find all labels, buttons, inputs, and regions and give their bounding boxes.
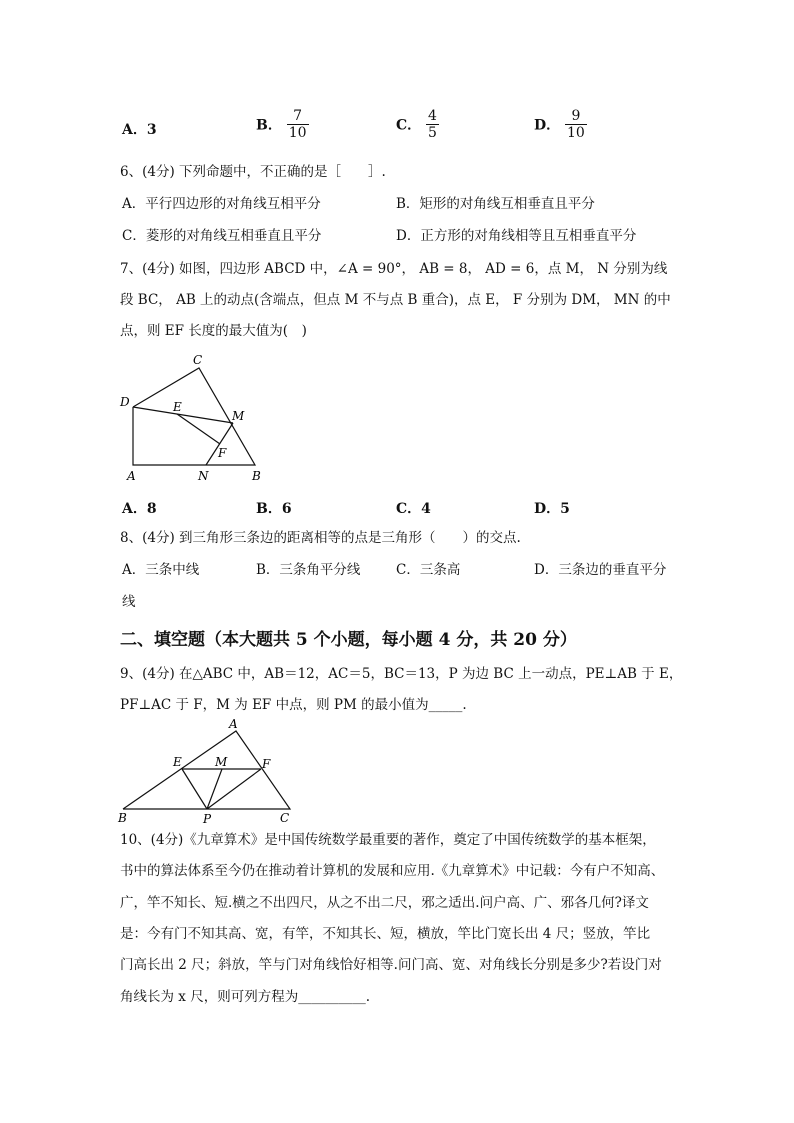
q5-option-c: C． $\frac{4}{5}$ [396,108,437,141]
q7-label-a: A [127,469,136,483]
q8-option-a: A．三条中线 [122,562,200,578]
q9-label-e: E [173,755,182,769]
q9-figure [112,715,302,825]
q7-label-n: N [198,469,209,483]
q10-line-3: 广，竿不知长、短.横之不出四尺，从之不出二尺，邪之适出.问户高、广、邪各几何?译文 [120,895,649,911]
q7-stem-line1: 7、(4分) 如图，四边形 ABCD 中，∠A = 90°， AB = 8， AD = 6，点 M， N 分别为线 [120,261,668,277]
q7-figure [110,350,280,485]
q10-line-1: 10、(4分)《九章算术》是中国传统数学最重要的著作，奠定了中国传统数学的基本框架， [120,832,656,848]
q8-option-c: C．三条高 [396,562,461,578]
q9-label-c: C [280,811,290,825]
q8-option-d-wrap: 线 [122,594,136,610]
q7-label-m: M [232,409,245,423]
q7-option-d: D．5 [534,501,570,517]
q9-label-f: F [262,757,271,771]
q8-option-b: B．三条角平分线 [256,562,361,578]
q7-option-c: C．4 [396,501,431,517]
q7-option-b: B．6 [256,501,292,517]
q5-option-b: B． $\frac{7}{10}$ [256,108,307,141]
q9-segment-pe [182,769,207,809]
q7-label-e: E [173,400,182,414]
section-2-title: 二、填空题（本大题共 5 个小题，每小题 4 分，共 20 分） [120,630,577,650]
q6-option-b: B．矩形的对角线互相垂直且平分 [396,196,595,212]
q7-label-b: B [252,469,261,483]
q9-label-m: M [215,755,228,769]
q9-label-p: P [203,812,212,825]
q5-option-d-fraction: $\frac{9}{10}$ [567,108,585,141]
q10-line-2: 书中的算法体系至今仍在推动着计算机的发展和应用.《九章算术》中记载：今有户不知高、 [120,863,665,879]
q9-stem-line2: PF⊥AC 于 F，M 为 EF 中点，则 PM 的最小值为_____. [120,697,467,713]
q6-option-c: C．菱形的对角线互相垂直且平分 [122,228,322,244]
q7-segment-ef [177,414,220,444]
q6-option-d: D．正方形的对角线相等且互相垂直平分 [396,228,637,244]
q5-option-d: D． $\frac{9}{10}$ [534,108,585,141]
q8-stem: 8、(4分) 到三角形三条边的距离相等的点是三角形（ ）的交点. [120,530,521,546]
q5-option-a: A．3 [122,122,157,138]
q7-stem-line2: 段 BC， AB 上的动点(含端点，但点 M 不与点 B 重合)，点 E， F 分别为 DM， MN 的中 [120,292,671,308]
q7-segment-dm [133,407,233,423]
q10-line-5: 门高长出 2 尺；斜放，竿与门对角线恰好相等.问门高、宽、对角线长分别是多少?若设门对 [120,957,662,973]
q7-label-c: C [193,353,203,367]
q9-stem-line1: 9、(4分) 在△ABC 中，AB＝12，AC＝5，BC＝13，P 为边 BC 上一动点，PE⊥AB 于 E， [120,666,683,682]
q7-stem-line3: 点，则 EF 长度的最大值为( ) [120,323,307,339]
q9-label-a: A [229,717,238,731]
q6-stem: 6、(4分) 下列命题中，不正确的是［ ］. [120,164,386,180]
q9-label-b: B [118,811,127,825]
q7-label-d: D [120,395,130,409]
q10-line-4: 是：今有门不知其高、宽，有竿，不知其长、短，横放，竿比门宽长出 4 尺；竖放，竿比 [120,926,651,942]
q7-option-a: A．8 [122,501,157,517]
q5-option-c-fraction: $\frac{4}{5}$ [428,108,437,141]
q8-option-d: D．三条边的垂直平分 [534,562,667,578]
q6-option-a: A．平行四边形的对角线互相平分 [122,196,321,212]
q10-line-6: 角线长为 x 尺，则可列方程为__________. [120,989,370,1005]
q5-option-b-fraction: $\frac{7}{10}$ [288,108,307,141]
q7-label-f: F [218,446,227,460]
